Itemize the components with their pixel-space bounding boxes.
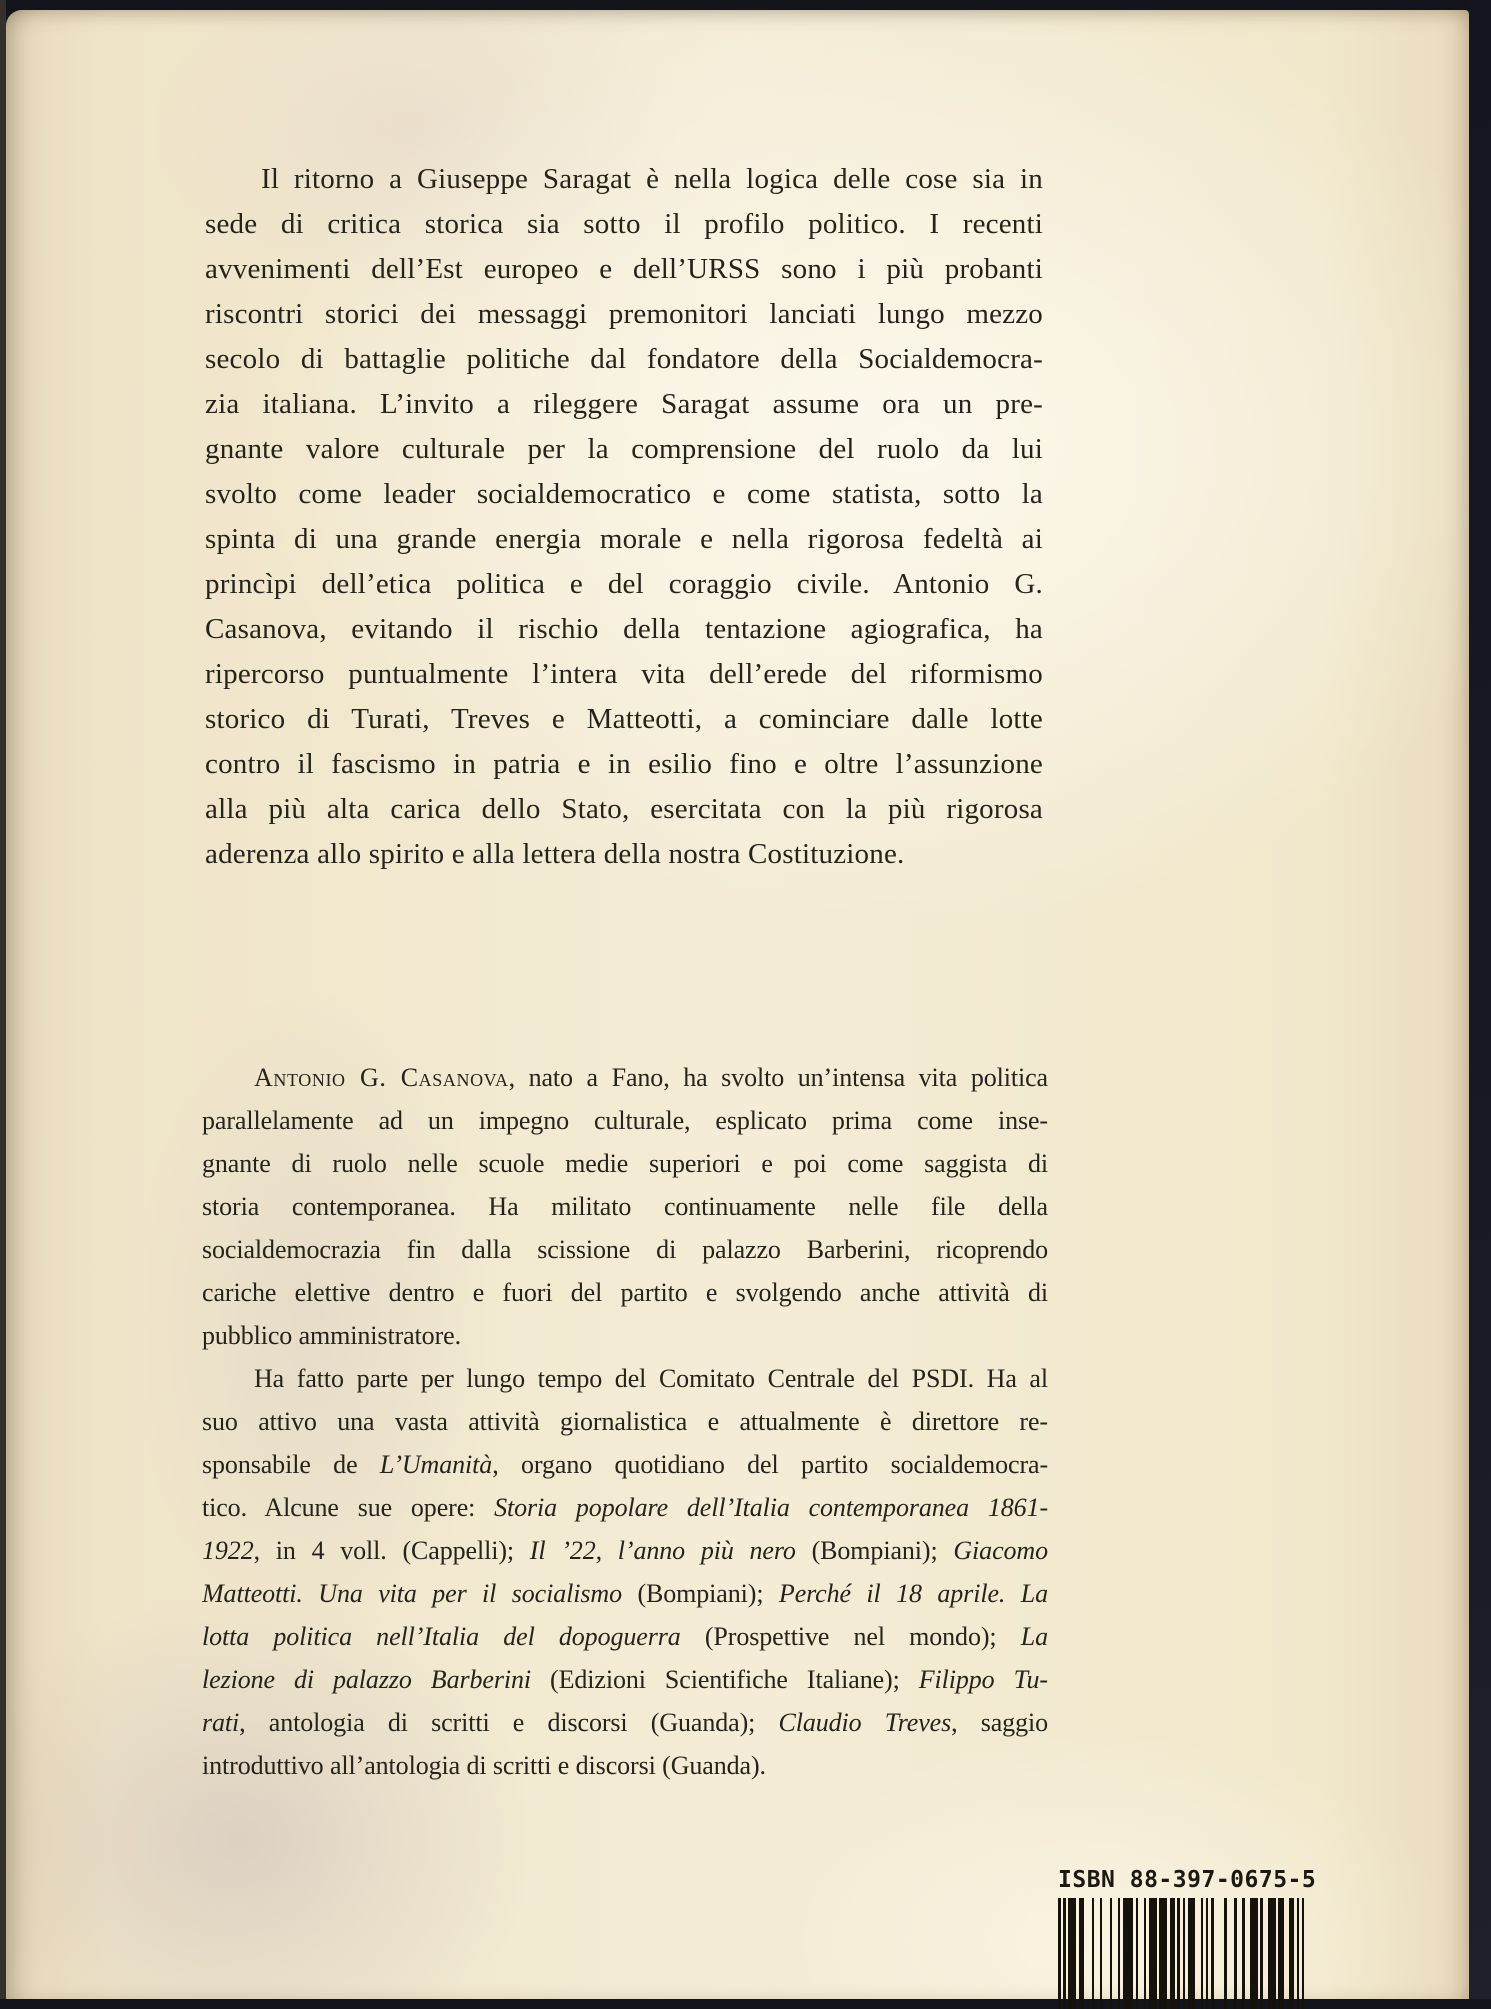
text-line: cariche elettive dentro e fuori del partito e svolgendo anche attività di — [202, 1278, 1048, 1307]
text-line: svolto come leader socialdemocratico e come statista, sotto la — [205, 478, 1043, 510]
text-line: gnante di ruolo nelle scuole medie superiori e poi come saggista di — [202, 1149, 1048, 1178]
text-line: storia contemporanea. Ha militato continuamente nelle file della — [202, 1192, 1048, 1221]
author-bio — [202, 1056, 1048, 1787]
book-back-cover — [6, 10, 1469, 1999]
text-line: aderenza allo spirito e alla lettera della nostra Costituzione. — [205, 838, 905, 870]
text-line: lezione di palazzo Barberini (Edizioni Scientifiche Italiane); Filippo Tu- — [202, 1665, 1048, 1694]
text-line: sede di critica storica sia sotto il profilo politico. I recenti — [205, 208, 1043, 240]
text-line: Il ritorno a Giuseppe Saragat è nella logica delle cose sia in — [261, 163, 1043, 195]
text-line: introduttivo all’antologia di scritti e discorsi (Guanda). — [202, 1751, 766, 1780]
text-line: secolo di battaglie politiche dal fondatore della Socialdemocra- — [205, 343, 1043, 375]
text-line: tico. Alcune sue opere: Storia popolare dell’Italia contemporanea 1861- — [202, 1493, 1048, 1522]
text-line: princìpi dell’etica politica e del coraggio civile. Antonio G. — [205, 568, 1043, 600]
text-line: zia italiana. L’invito a rileggere Saragat assume ora un pre- — [205, 388, 1043, 420]
text-line: parallelamente ad un impegno culturale, esplicato prima come inse- — [202, 1106, 1048, 1135]
text-line: avvenimenti dell’Est europeo e dell’URSS sono i più probanti — [205, 253, 1043, 285]
bio-paragraph-2 — [202, 1357, 1048, 1787]
text-line: Casanova, evitando il rischio della tentazione agiografica, ha — [205, 613, 1043, 645]
isbn-barcode — [1058, 1898, 1310, 2009]
text-line: rati, antologia di scritti e discorsi (Guanda); Claudio Treves, saggio — [202, 1708, 1048, 1737]
text-line: gnante valore culturale per la comprensione del ruolo da lui — [205, 433, 1043, 465]
isbn-block — [1058, 1865, 1317, 2009]
text-line: contro il fascismo in patria e in esilio fino e oltre l’assunzione — [205, 748, 1043, 780]
barcode-bar — [1302, 1898, 1305, 2009]
text-line: 1922, in 4 voll. (Cappelli); Il ’22, l’anno più nero (Bompiani); Giacomo — [202, 1536, 1048, 1565]
scan-top-edge — [0, 0, 1491, 10]
text-line: ripercorso puntualmente l’intera vita dell’erede del riformismo — [205, 658, 1043, 690]
text-line: sponsabile de L’Umanità, organo quotidiano del partito socialdemocra- — [202, 1450, 1048, 1479]
text-line: Antonio G. Casanova, nato a Fano, ha svolto un’intensa vita politica — [254, 1063, 1048, 1092]
text-line: spinta di una grande energia morale e nella rigorosa fedeltà ai — [205, 523, 1043, 555]
text-line: storico di Turati, Treves e Matteotti, a cominciare dalle lotte — [205, 703, 1043, 735]
text-line: pubblico amministratore. — [202, 1321, 461, 1350]
text-line: alla più alta carica dello Stato, esercitata con la più rigorosa — [205, 793, 1043, 825]
text-line: riscontri storici dei messaggi premonitori lanciati lungo mezzo — [205, 298, 1043, 330]
text-line: Matteotti. Una vita per il socialismo (Bompiani); Perché il 18 aprile. La — [202, 1579, 1048, 1608]
text-line: Ha fatto parte per lungo tempo del Comitato Centrale del PSDI. Ha al — [254, 1364, 1048, 1393]
scan-right-edge — [1469, 0, 1491, 1999]
text-line: socialdemocrazia fin dalla scissione di palazzo Barberini, ricoprendo — [202, 1235, 1048, 1264]
synopsis-paragraph — [205, 157, 1043, 877]
isbn-label: ISBN 88-397-0675-5 — [1058, 1867, 1317, 1893]
text-line: suo attivo una vasta attività giornalistica e attualmente è direttore re- — [202, 1407, 1048, 1436]
text-line: lotta politica nell’Italia del dopoguerra (Prospettive nel mondo); La — [202, 1622, 1048, 1651]
bio-paragraph-1 — [202, 1056, 1048, 1357]
